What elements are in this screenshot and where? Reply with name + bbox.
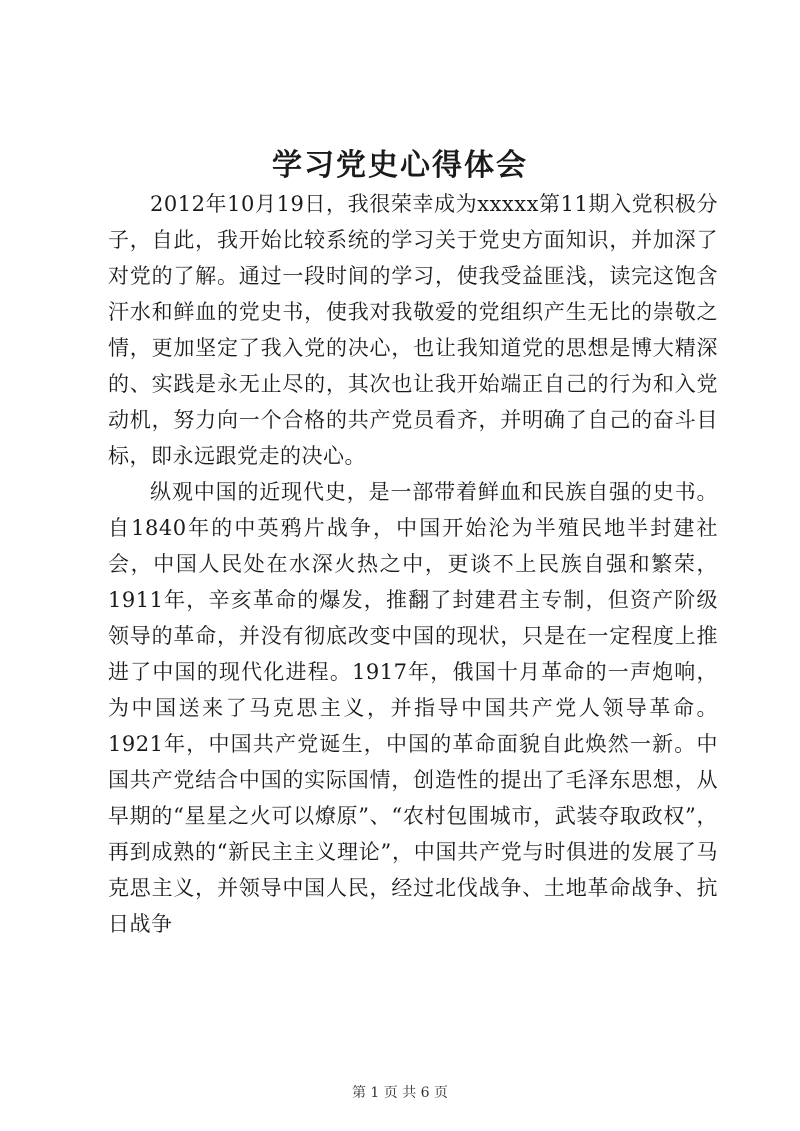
page-footer: 第 1 页 共 6 页 [351,1085,449,1101]
document-body [108,186,718,942]
paragraph-2: 纵观中国的近现代史，是一部带着鲜血和民族自强的史书。自1840年的中英鸦片战争，中国开始沦为半殖民地半封建社会，中国人民处在水深火热之中，更谈不上民族自强和繁荣，1911年，辛亥革命的爆发，推翻了封建君主专制，但资产阶级领导的革命，并没有彻底改变中国的现状，只是在一定程度上推进了中国的现代化进程。1917年，俄国十月革命的一声炮响，为中国送来了马克思主义，并指导中国共产党人领导革命。1921年，中国共产党诞生，中国的革命面貌自此焕然一新。中国共产党结合中国的实际国情，创造性的提出了毛泽东思想，从早期的“星星之火可以燎原”、“农村包围城市，武装夺取政权”，再到成熟的“新民主主义理论”，中国共产党与时俱进的发展了马克思主义，并领导中国人民，经过北伐战争、土地革命战争、抗日战争 [108,480,718,936]
document-title: 学习党史心得体会 [272,148,528,183]
paragraph-1: 2012年10月19日，我很荣幸成为xxxxx第11期入党积极分子，自此，我开始比较系统的学习关于党史方面知识，并加深了对党的了解。通过一段时间的学习，使我受益匪浅，读完这饱含汗水和鲜血的党史书，使我对我敬爱的党组织产生无比的崇敬之情，更加坚定了我入党的决心，也让我知道党的思想是博大精深的、实践是永无止尽的，其次也让我开始端正自己的行为和入党动机，努力向一个合格的共产党员看齐，并明确了自己的奋斗目标，即永远跟党走的决心。 [108,192,718,468]
